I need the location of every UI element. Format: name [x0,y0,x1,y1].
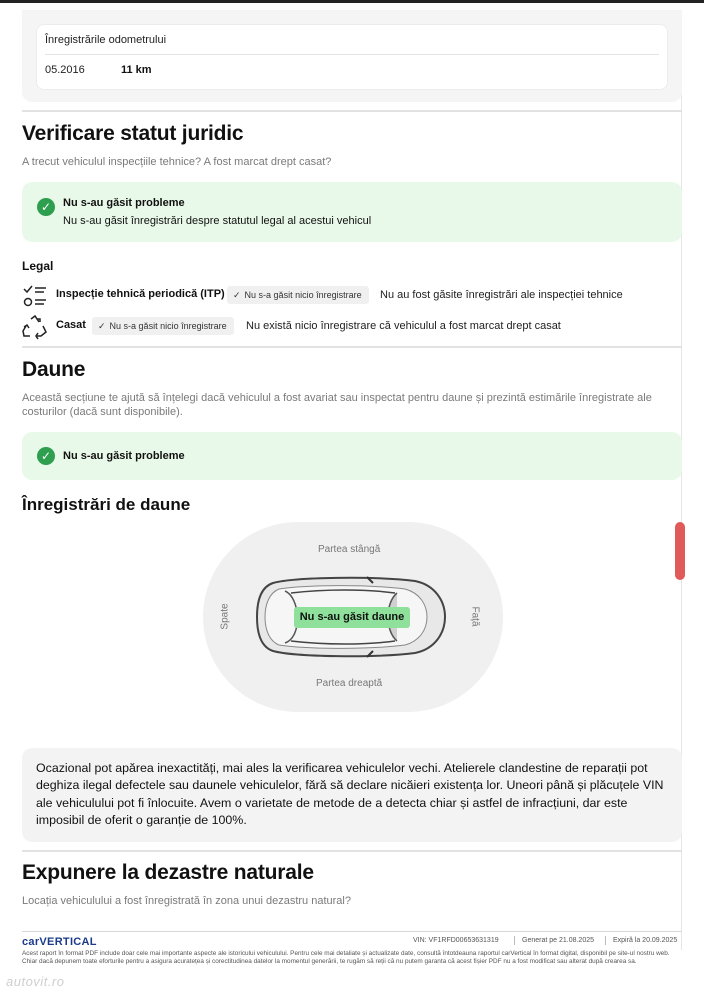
disasters-title: Expunere la dezastre naturale [22,861,314,884]
recycle-icon [22,314,48,340]
damage-title: Daune [22,358,86,381]
no-damage-label: Nu s-au găsit daune [294,607,410,628]
disclaimer-box [22,748,682,842]
damage-subtitle: Această secțiune te ajută să înțelegi dacă vehiculul a fost avariat sau inspectat pentru daune și prezintă estimările înregistrate ale costurilor (dacă sunt disponibile). [22,392,652,418]
itp-text: Nu au fost găsite înregistrări ale inspecției tehnice [380,289,623,301]
casat-badge-label: Nu s-a găsit nicio înregistrare [109,321,227,331]
itp-badge [227,286,369,304]
footer-note: Acest raport în format PDF include doar cele mai importante aspecte ale istoricului vehiculului. Pentru cele mai detaliate și actualizate date, consultă întotdeauna raportul carVertical în format digital, disponibil pe site-ul nostru web. Chiar dacă depunem toate eforturile pentru a asigura acuratețea și corectitudinea datelor la momentul generării, te rugăm să reții că nu putem garanta că acest fișier PDF nu a fost modificat sau alterat după crearea sa. [22,950,670,965]
odometer-date: 05.2016 [45,64,85,76]
section-divider [22,346,682,348]
checklist-icon [22,283,48,309]
footer-vin: VIN: VF1RFD00653631319 [413,937,499,944]
divider [514,936,515,945]
legal-ok-text: Nu s-au găsit înregistrări despre statutul legal al acestui vehicul [63,215,372,227]
damage-records-title: Înregistrări de daune [22,495,191,514]
disasters-subtitle: Locația vehiculului a fost înregistrată în zona unui dezastru natural? [22,895,351,907]
right-side-label: Partea dreaptă [316,678,383,689]
footer-rule [22,931,682,932]
check-icon: ✓ [98,321,106,331]
scrollbar-thumb[interactable] [675,522,685,580]
legal-status-subtitle: A trecut vehiculul inspecțiile tehnice? A fost marcat drept casat? [22,156,332,168]
divider [45,54,659,55]
footer-generated: Generat pe 21.08.2025 [522,937,595,944]
divider [605,936,606,945]
footer-expires: Expiră la 20.09.2025 [613,937,678,944]
section-divider [22,110,682,112]
legal-status-title: Verificare statut juridic [22,122,244,145]
check-icon: ✓ [233,290,241,300]
check-circle-icon: ✓ [37,198,55,216]
rear-label: Spate [219,603,231,630]
top-border [0,0,704,3]
damage-ok-title: Nu s-au găsit probleme [63,450,185,462]
itp-title: Inspecție tehnică periodică (ITP) [56,288,225,300]
disclaimer-text: Ocazional pot apărea inexactități, mai ales la verificarea vehiculelor vechi. Atelierele clandestine de reparații pot deghiza ilegal defectele sau daunele vehiculelor, fără să declare nicăieri existența lor. Uneori până și plăcuțele VIN ale vehiculului pot fi înlocuite. Avem o varietate de metode de a detecta chiar și astfel de infracțiuni, dar este imposibil de oferit o garanție de 100%. [36,761,664,827]
casat-text: Nu există nicio înregistrare că vehiculul a fost marcat drept casat [246,320,561,332]
watermark: autovit.ro [6,974,65,989]
odometer-title: Înregistrările odometrului [45,34,167,46]
legal-ok-box [22,182,682,242]
left-side-label: Partea stângă [318,544,381,555]
odometer-card [36,24,668,90]
casat-badge [92,317,234,335]
odometer-km: 11 km [121,64,152,76]
check-circle-icon: ✓ [37,447,55,465]
damage-ok-box [22,432,682,480]
section-divider [22,850,682,852]
itp-badge-label: Nu s-a găsit nicio înregistrare [244,290,362,300]
legal-label: Legal [22,259,54,273]
front-label: Față [469,606,481,627]
legal-ok-title: Nu s-au găsit probleme [63,197,185,209]
carvertical-logo: carVERTICAL [22,936,97,948]
casat-title: Casat [56,319,86,331]
